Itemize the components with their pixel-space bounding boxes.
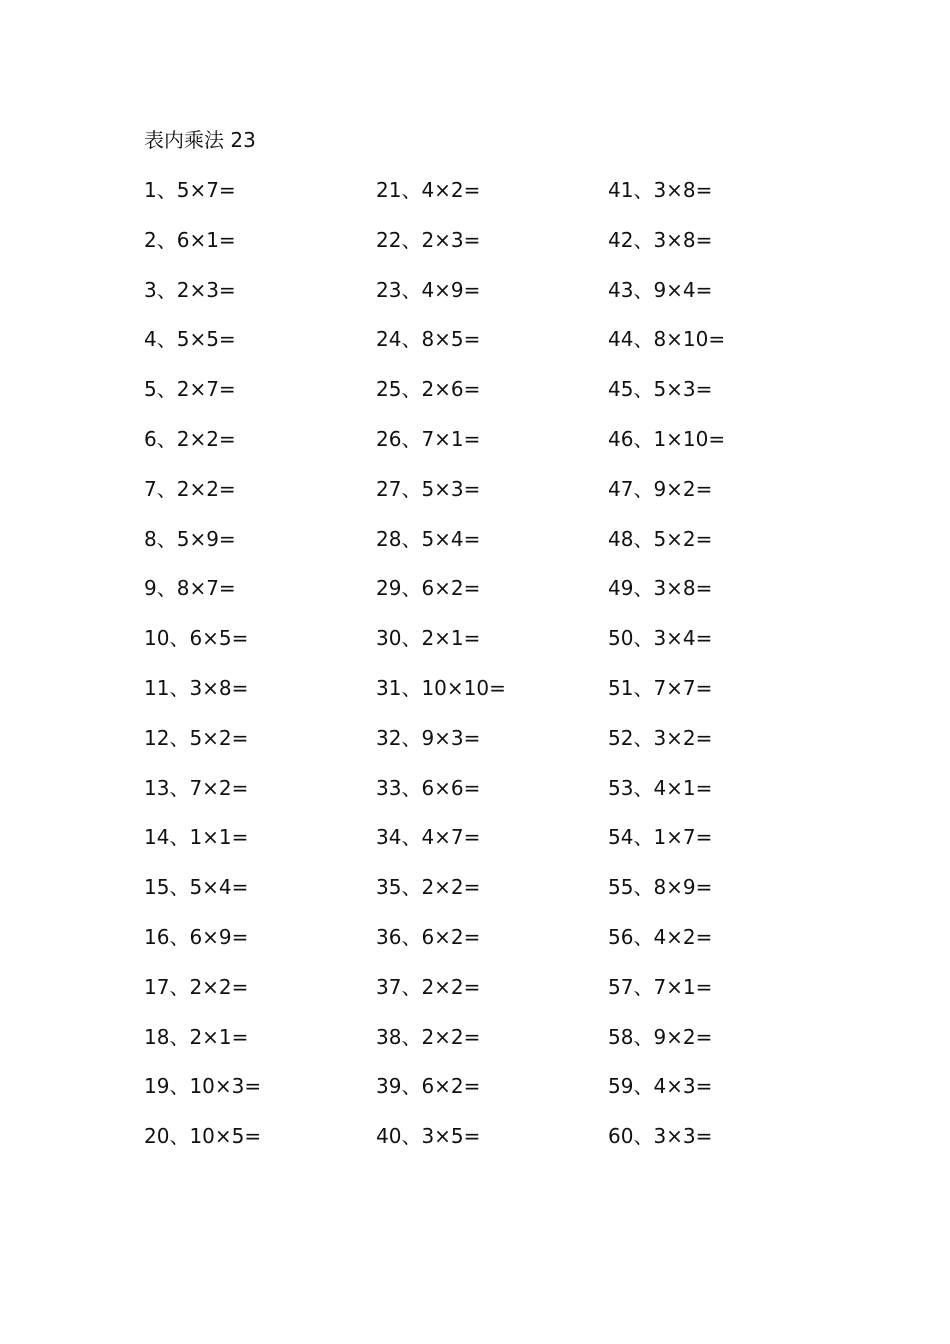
problem-item: 6、2×2= bbox=[144, 427, 236, 451]
problem-item: 37、2×2= bbox=[376, 974, 481, 999]
problem-item: 2、6×1= bbox=[144, 227, 236, 252]
problem-item: 27、5×3= bbox=[376, 476, 481, 501]
problem-item: 32、9×3= bbox=[376, 725, 481, 750]
problem-item: 47、9×2= bbox=[608, 476, 713, 501]
problem-item: 9、8×7= bbox=[144, 576, 236, 601]
problem-item: 54、1×7= bbox=[608, 825, 713, 850]
problem-item: 40、3×5= bbox=[376, 1124, 481, 1149]
problem-item: 30、2×1= bbox=[376, 626, 481, 651]
problem-item: 11、3×8= bbox=[144, 676, 249, 700]
problem-item: 18、2×1= bbox=[144, 1024, 249, 1049]
problem-item: 45、5×3= bbox=[608, 377, 713, 402]
problem-item: 52、3×2= bbox=[608, 725, 713, 750]
problem-item: 44、8×10= bbox=[608, 327, 726, 352]
problem-item: 12、5×2= bbox=[144, 725, 249, 750]
problem-item: 25、2×6= bbox=[376, 377, 481, 402]
problem-item: 28、5×4= bbox=[376, 526, 481, 551]
problem-item: 4、5×5= bbox=[144, 327, 236, 352]
problem-item: 60、3×3= bbox=[608, 1124, 713, 1149]
problem-item: 43、9×4= bbox=[608, 277, 713, 302]
problem-item: 21、4×2= bbox=[376, 178, 481, 202]
problem-item: 48、5×2= bbox=[608, 526, 713, 551]
problem-item: 51、7×7= bbox=[608, 676, 713, 700]
problem-item: 38、2×2= bbox=[376, 1024, 481, 1049]
problem-item: 20、10×5= bbox=[144, 1124, 262, 1149]
problem-item: 49、3×8= bbox=[608, 576, 713, 601]
problem-item: 59、4×3= bbox=[608, 1074, 713, 1099]
problem-item: 57、7×1= bbox=[608, 974, 713, 999]
problem-item: 26、7×1= bbox=[376, 427, 481, 451]
problem-item: 35、2×2= bbox=[376, 875, 481, 900]
problem-item: 17、2×2= bbox=[144, 974, 249, 999]
page-title: 表内乘法 23 bbox=[144, 128, 256, 152]
problem-item: 10、6×5= bbox=[144, 626, 249, 651]
problem-item: 58、9×2= bbox=[608, 1024, 713, 1049]
problem-item: 8、5×9= bbox=[144, 526, 236, 551]
problem-item: 3、2×3= bbox=[144, 277, 236, 302]
problem-item: 23、4×9= bbox=[376, 277, 481, 302]
problem-item: 34、4×7= bbox=[376, 825, 481, 850]
problem-item: 24、8×5= bbox=[376, 327, 481, 352]
problem-item: 55、8×9= bbox=[608, 875, 713, 900]
problem-item: 46、1×10= bbox=[608, 427, 726, 451]
problem-item: 29、6×2= bbox=[376, 576, 481, 601]
problem-item: 19、10×3= bbox=[144, 1074, 262, 1099]
problem-item: 22、2×3= bbox=[376, 227, 481, 252]
problem-item: 36、6×2= bbox=[376, 925, 481, 949]
problem-item: 7、2×2= bbox=[144, 476, 236, 501]
problem-item: 50、3×4= bbox=[608, 626, 713, 651]
problem-item: 33、6×6= bbox=[376, 775, 481, 800]
problem-item: 41、3×8= bbox=[608, 178, 713, 202]
problem-item: 15、5×4= bbox=[144, 875, 249, 900]
problem-item: 5、2×7= bbox=[144, 377, 236, 402]
problem-item: 31、10×10= bbox=[376, 676, 506, 700]
problem-item: 56、4×2= bbox=[608, 925, 713, 949]
problem-item: 53、4×1= bbox=[608, 775, 713, 800]
problem-item: 42、3×8= bbox=[608, 227, 713, 252]
problem-item: 16、6×9= bbox=[144, 925, 249, 949]
problem-item: 1、5×7= bbox=[144, 178, 236, 202]
problem-item: 39、6×2= bbox=[376, 1074, 481, 1099]
problem-item: 14、1×1= bbox=[144, 825, 249, 850]
problem-item: 13、7×2= bbox=[144, 775, 249, 800]
